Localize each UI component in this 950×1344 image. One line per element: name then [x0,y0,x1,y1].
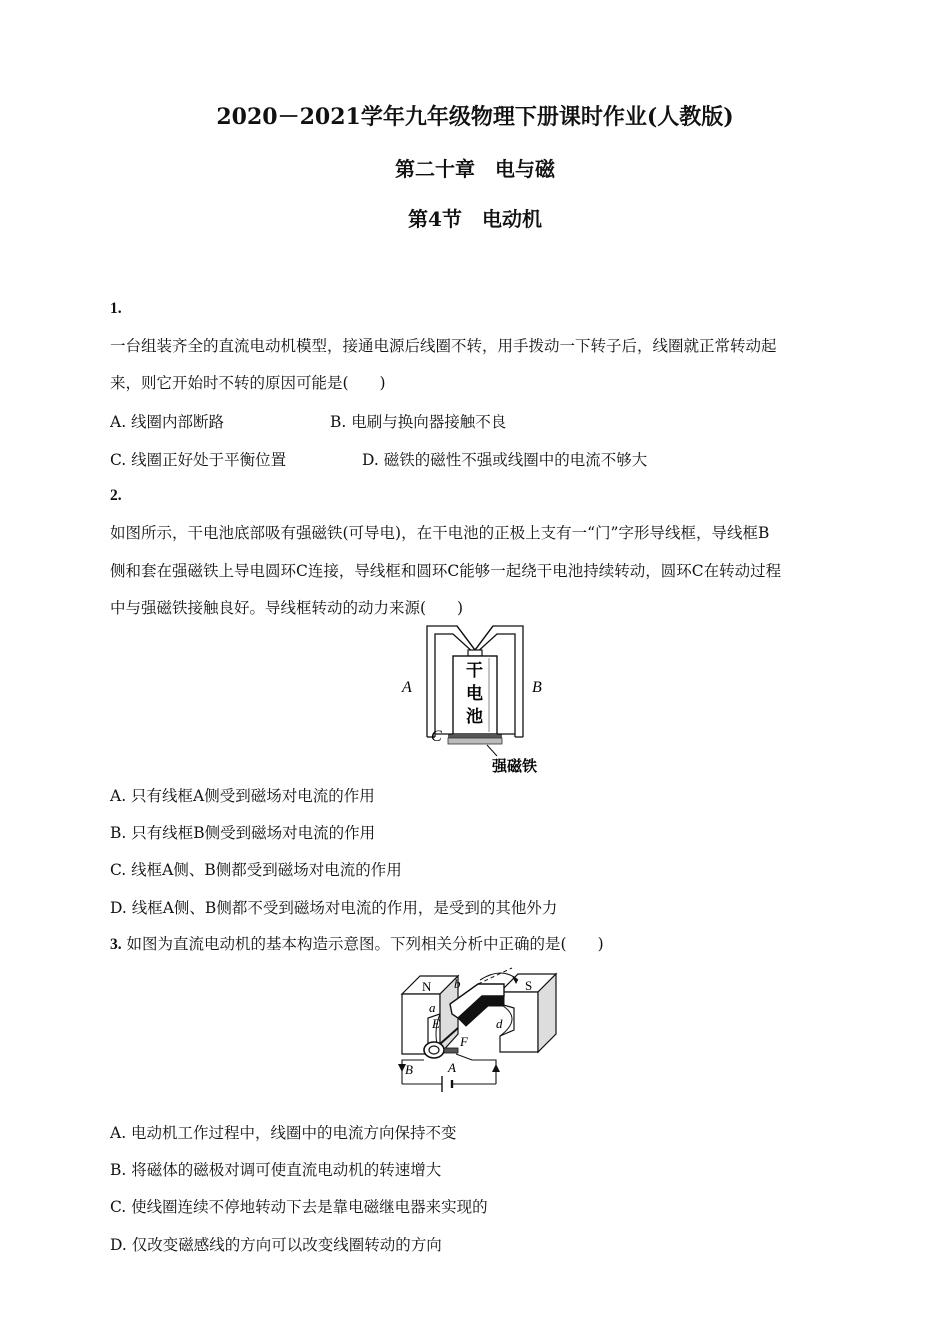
label-magnet: 强磁铁 [492,759,538,775]
question-3-option-a[interactable]: A. 电动机工作过程中，线圈中的电流方向保持不变 [110,1124,457,1142]
question-2-number: 2. [110,487,122,504]
label-e: E [432,1016,440,1031]
label-brush-b: B [405,1062,413,1077]
question-1-option-b[interactable]: B. 电刷与换向器接触不良 [330,413,507,431]
section-title: 第4节 电动机 [408,207,542,231]
label-n: N [422,979,432,994]
question-2-stem-line-2: 侧和套在强磁铁上导电圆环C连接，导线框和圆环C能够一起绕干电池持续转动，圆环C在转动过程 [110,562,782,580]
question-3-stem [110,933,604,956]
label-a-coil: a [429,1000,436,1015]
label-a: A [402,679,412,696]
question-2-stem-line-3: 中与强磁铁接触良好。导线框转动的动力来源( ) [110,599,464,617]
question-2-option-d[interactable]: D. 线框A侧、B侧都不受到磁场对电流的作用，是受到的其他外力 [110,899,558,917]
question-2-option-c[interactable]: C. 线框A侧、B侧都受到磁场对电流的作用 [110,861,402,879]
question-2-option-a[interactable]: A. 只有线框A侧受到磁场对电流的作用 [110,787,375,805]
question-1-stem-line-2: 来，则它开始时不转的原因可能是( ) [110,374,386,392]
label-d-coil: d [496,1016,503,1031]
question-2-stem-line-1: 如图所示，干电池底部吸有强磁铁(可导电)，在干电池的正极上支有一“门”字形导线框，导线框B [110,524,770,542]
question-3-option-d[interactable]: D. 仅改变磁感线的方向可以改变线圈转动的方向 [110,1236,442,1254]
question-1-option-a[interactable]: A. 线圈内部断路 [110,413,225,431]
page-title: 2020－2021学年九年级物理下册课时作业(人教版) [216,104,734,130]
question-2-option-b[interactable]: B. 只有线框B侧受到磁场对电流的作用 [110,824,376,842]
question-3-option-c[interactable]: C. 使线圈连续不停地转动下去是靠电磁继电器来实现的 [110,1198,488,1216]
battery-char-2: 电 [466,684,483,703]
battery-char-3: 池 [466,707,483,726]
label-brush-a: A [448,1060,456,1075]
question-1-stem-line-1: 一台组装齐全的直流电动机模型，接通电源后线圈不转，用手拨动一下转子后，线圈就正常转动起 [110,337,777,355]
question-3-option-b[interactable]: B. 将磁体的磁极对调可使直流电动机的转速增大 [110,1161,442,1179]
label-c: C [431,728,442,745]
south-magnet-icon [500,992,538,1052]
question-3-number: 3. [110,936,122,953]
magnet-icon [448,738,502,744]
label-f: F [460,1034,468,1049]
question-1-number: 1. [110,300,122,317]
question-3-stem-text: 如图为直流电动机的基本构造示意图。下列相关分析中正确的是( ) [121,935,604,953]
battery-char-1: 干 [466,661,483,680]
battery-frame-figure [395,622,555,777]
question-1-option-c[interactable]: C. 线圈正好处于平衡位置 [110,451,287,469]
dc-motor-figure [392,966,562,1106]
question-1-option-d[interactable]: D. 磁铁的磁性不强或线圈中的电流不够大 [362,451,648,469]
chapter-title: 第二十章 电与磁 [395,157,555,181]
label-b-coil: b [454,976,461,991]
label-b: B [532,679,542,696]
label-s: S [525,978,533,993]
